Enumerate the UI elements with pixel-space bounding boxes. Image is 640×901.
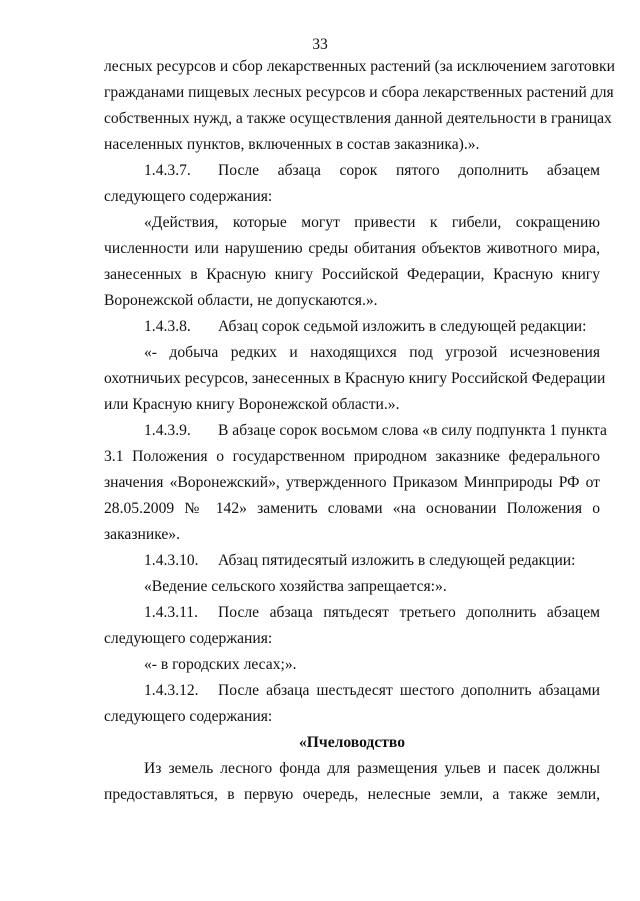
text-line: предоставляться, в первую очередь, нелесные земли, а также земли, [104, 786, 600, 803]
text-line: Воронежской области, не допускаются.». [104, 292, 378, 309]
clause-number: 1.4.3.7. [144, 162, 191, 179]
clause-number: 1.4.3.12. [144, 682, 199, 699]
text-line: собственных нужд, а также осуществления данной деятельности в границах [104, 110, 612, 127]
clause-line [144, 603, 600, 623]
text-line: охотничьих ресурсов, занесенных в Красную книгу Российской Федерации [104, 370, 606, 387]
text-line: численности или нарушению среды обитания объектов животного мира, [104, 240, 600, 257]
clause-number: 1.4.3.9. [144, 422, 191, 439]
clause-line [144, 161, 600, 181]
text-line: лесных ресурсов и сбор лекарственных растений (за исключением заготовки [104, 58, 615, 75]
text-line: населенных пунктов, включенных в состав заказника).». [104, 136, 480, 153]
clause-text: В абзаце сорок восьмом слова «в силу подпункта 1 пункта [218, 422, 607, 439]
text-line: значения «Воронежский», утвержденного Приказом Минприроды РФ от [104, 474, 600, 491]
text-line: или Красную книгу Воронежской области.». [104, 396, 400, 413]
text-line: следующего содержания: [104, 188, 273, 205]
clause-text: После абзаца сорок пятого дополнить абзацем [218, 162, 600, 179]
text-line: гражданами пищевых лесных ресурсов и сбора лекарственных растений для [104, 84, 614, 101]
clause-line [144, 421, 607, 441]
text-line: заказнике». [104, 526, 180, 543]
text-line: «- добыча редких и находящихся под угрозой исчезновения [144, 344, 600, 361]
clause-text: Абзац сорок седьмой изложить в следующей редакции: [218, 318, 587, 335]
clause-text: После абзаца пятьдесят третьего дополнить абзацем [218, 604, 600, 621]
clause-text: После абзаца шестьдесят шестого дополнить абзацами [218, 682, 600, 699]
clause-number: 1.4.3.10. [144, 552, 199, 569]
text-line: «Ведение сельского хозяйства запрещается:». [144, 578, 447, 595]
section-heading: «Пчеловодство [298, 734, 406, 751]
page-number: 33 [312, 36, 328, 53]
clause-line [144, 317, 600, 337]
text-line: 28.05.2009 № 142» заменить словами «на основании Положения о [104, 500, 600, 517]
text-line: занесенных в Красную книгу Российской Федерации, Красную книгу [104, 266, 600, 283]
clause-number: 1.4.3.11. [144, 604, 198, 621]
clause-line [144, 681, 600, 701]
text-line: следующего содержания: [104, 708, 273, 725]
text-line: 3.1 Положения о государственном природном заказнике федерального [104, 448, 600, 465]
clause-text: Абзац пятидесятый изложить в следующей редакции: [218, 552, 576, 569]
text-line: «- в городских лесах;». [144, 656, 297, 673]
text-line: «Действия, которые могут привести к гибели, сокращению [144, 214, 600, 231]
clause-number: 1.4.3.8. [144, 318, 191, 335]
clause-line [144, 551, 600, 571]
text-line: следующего содержания: [104, 630, 273, 647]
text-line: Из земель лесного фонда для размещения ульев и пасек должны [144, 760, 600, 777]
